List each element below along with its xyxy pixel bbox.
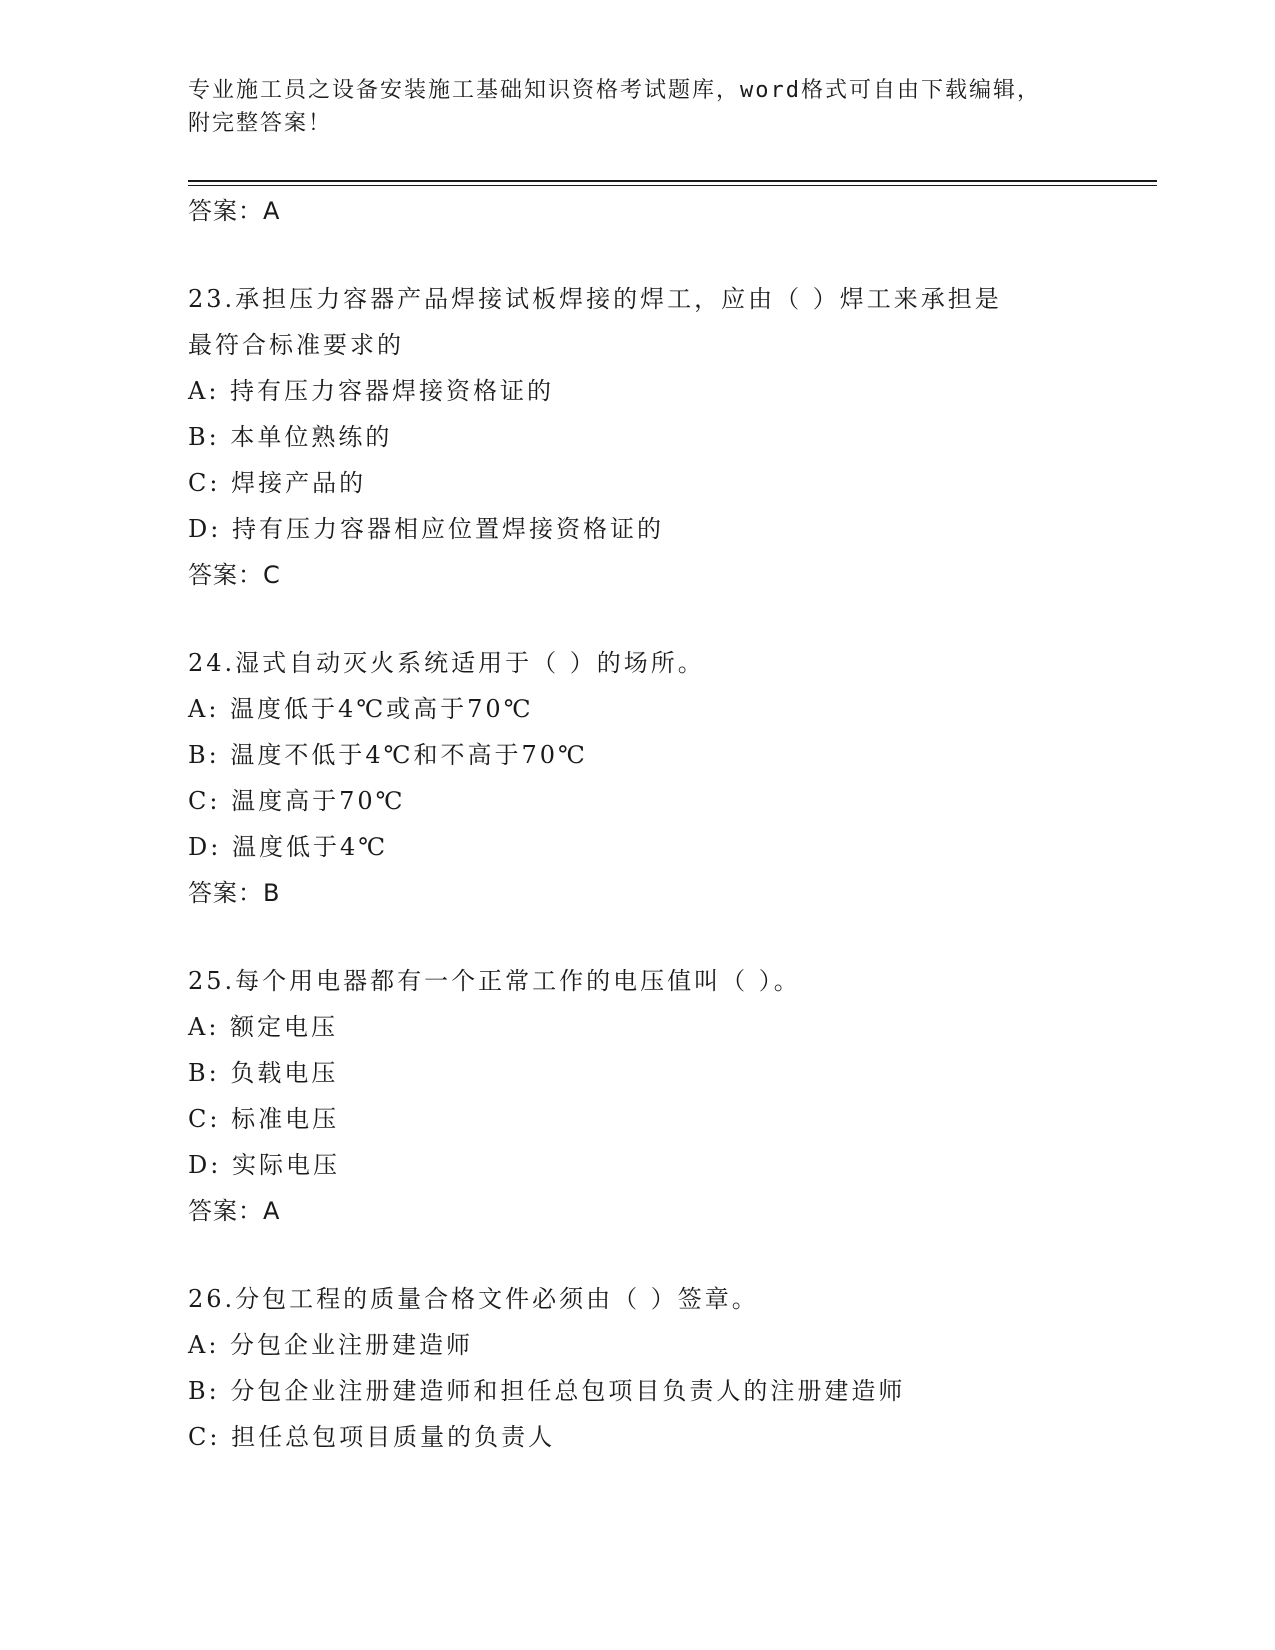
question-list <box>188 188 1157 1460</box>
option-a: A: 持有压力容器焊接资格证的 <box>188 377 555 405</box>
question-23 <box>188 276 1157 598</box>
answer: 答案：A <box>188 1197 281 1225</box>
document-header <box>188 74 1088 140</box>
question-26 <box>188 1276 1157 1460</box>
question-stem: 26.分包工程的质量合格文件必须由（ ）签章。 <box>188 1285 759 1313</box>
question-25 <box>188 958 1157 1234</box>
question-stem: 24.湿式自动灭火系统适用于（ ）的场所。 <box>188 649 705 677</box>
header-line-2: 附完整答案！ <box>188 111 333 136</box>
option-a: A: 温度低于4℃或高于70℃ <box>188 695 534 723</box>
option-d: D: 温度低于4℃ <box>188 833 389 861</box>
option-c: C: 担任总包项目质量的负责人 <box>188 1423 556 1451</box>
answer: 答案：B <box>188 879 281 907</box>
option-d: D: 持有压力容器相应位置焊接资格证的 <box>188 515 664 543</box>
question-24 <box>188 640 1157 916</box>
option-c: C: 温度高于70℃ <box>188 787 406 815</box>
answer: 答案：C <box>188 561 281 589</box>
option-c: C: 标准电压 <box>188 1105 340 1133</box>
option-a: A: 分包企业注册建造师 <box>188 1331 474 1359</box>
header-divider-thick <box>188 180 1157 182</box>
option-b: B: 本单位熟练的 <box>188 423 393 451</box>
option-c: C: 焊接产品的 <box>188 469 367 497</box>
option-b: B: 负载电压 <box>188 1059 339 1087</box>
option-d: D: 实际电压 <box>188 1151 340 1179</box>
question-stem: 23.承担压力容器产品焊接试板焊接的焊工，应由（ ）焊工来承担是 <box>188 285 1002 313</box>
question-stem-continued: 最符合标准要求的 <box>188 331 404 359</box>
previous-answer: 答案：A <box>188 197 281 225</box>
option-b: B: 分包企业注册建造师和担任总包项目负责人的注册建造师 <box>188 1377 906 1405</box>
option-a: A: 额定电压 <box>188 1013 339 1041</box>
header-line-1: 专业施工员之设备安装施工基础知识资格考试题库，word格式可自由下载编辑， <box>188 78 1041 103</box>
header-divider-thin <box>188 185 1157 186</box>
option-b: B: 温度不低于4℃和不高于70℃ <box>188 741 588 769</box>
question-stem: 25.每个用电器都有一个正常工作的电压值叫（ ）。 <box>188 967 801 995</box>
